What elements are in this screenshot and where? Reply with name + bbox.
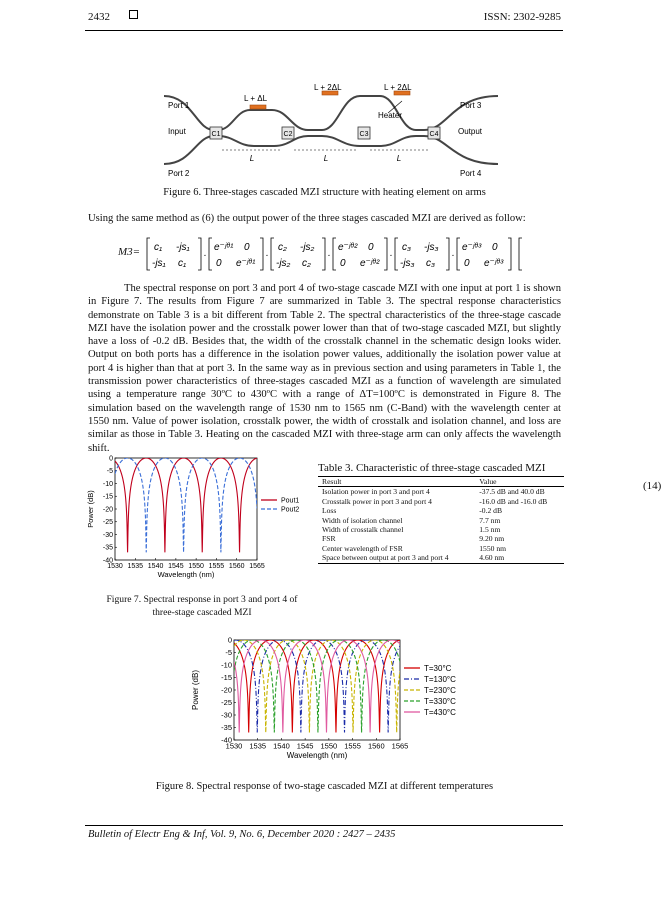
port4-label: Port 4	[460, 169, 482, 178]
svg-text:0: 0	[216, 258, 222, 269]
y-tick-label: -40	[102, 557, 113, 565]
header-rule	[85, 30, 563, 31]
svg-text:.: .	[328, 248, 331, 259]
y-tick-label: -40	[221, 735, 232, 745]
y-tick-label: -35	[102, 544, 113, 552]
span-label-2: L	[323, 154, 329, 163]
label-c4: C4	[429, 131, 439, 138]
x-tick-label: 1535	[249, 741, 267, 751]
svg-text:0: 0	[492, 242, 498, 253]
page-number: 2432	[88, 11, 110, 23]
y-tick-label: -5	[106, 468, 113, 476]
svg-text:-js₁: -js₁	[176, 242, 190, 253]
table-row	[318, 516, 564, 525]
label-c3: C3	[359, 131, 369, 138]
equation-matrices	[146, 236, 526, 272]
y-tick-label: 0	[109, 455, 113, 463]
svg-text:.: .	[390, 248, 393, 259]
legend-label: T=30°C	[424, 663, 452, 673]
legend-label: T=430°C	[424, 707, 456, 717]
table-cell: Width of isolation channel	[322, 515, 403, 525]
svg-text:e⁻ʲᶿ²: e⁻ʲᶿ²	[360, 258, 380, 269]
y-tick-label: -30	[102, 531, 113, 539]
input-label: Input	[168, 127, 186, 136]
svg-text:0: 0	[244, 242, 250, 253]
equation-lhs: M3=	[118, 246, 141, 258]
legend-label: Pout1	[281, 497, 300, 505]
figure7-caption	[86, 593, 318, 619]
table-cell: 1550 nm	[479, 543, 507, 553]
x-tick-label: 1550	[188, 563, 204, 570]
table-cell: FSR	[322, 534, 336, 544]
heater-block-1	[250, 105, 266, 109]
table-cell: 7.7 nm	[479, 515, 501, 525]
x-tick-label: 1555	[344, 741, 361, 751]
svg-text:c₁: c₁	[154, 242, 163, 253]
svg-text:e⁻ʲᶿ¹: e⁻ʲᶿ¹	[236, 258, 256, 269]
svg-text:e⁻ʲᶿ²: e⁻ʲᶿ²	[338, 242, 358, 253]
table3	[318, 476, 564, 564]
table3-header-value: Value	[475, 477, 564, 487]
port3-label: Port 3	[460, 101, 482, 110]
table-cell: Crosstalk power in port 3 and port 4	[322, 496, 432, 506]
x-axis-label: Wavelength (nm)	[157, 570, 215, 579]
footer-rule	[85, 825, 563, 826]
x-tick-label: 1530	[107, 563, 123, 570]
footer-citation: Bulletin of Electr Eng & Inf, Vol. 9, No. 6, December 2020 : 2427 – 2435	[88, 829, 396, 840]
x-tick-label: 1545	[168, 563, 184, 570]
y-axis-label: Power (dB)	[86, 490, 95, 528]
figure7-caption-line1: Figure 7. Spectral response in port 3 and port 4 of	[106, 594, 298, 605]
table-cell: Isolation power in port 3 and port 4	[322, 487, 430, 497]
svg-text:.: .	[204, 248, 207, 259]
intro-paragraph: Using the same method as (6) the output power of the three stages cascaded MZI are derived as follow:	[88, 213, 526, 224]
arm3-label: L + 2ΔL	[384, 83, 412, 92]
svg-text:.: .	[266, 248, 269, 259]
series-line	[115, 458, 257, 552]
svg-text:-js₂: -js₂	[276, 258, 291, 269]
y-tick-label: -15	[102, 493, 113, 501]
x-axis-label: Wavelength (nm)	[286, 751, 348, 760]
svg-text:c₂: c₂	[278, 242, 287, 253]
x-tick-label: 1535	[127, 563, 144, 570]
equation-number: (14)	[643, 480, 661, 492]
issn: ISSN: 2302-9285	[483, 11, 561, 23]
table-cell: 9.20 nm	[479, 534, 505, 544]
y-axis-label: Power (dB)	[191, 669, 200, 711]
figure8-chart	[190, 636, 480, 772]
svg-text:c₃: c₃	[402, 242, 411, 253]
x-tick-label: 1565	[249, 563, 265, 570]
svg-text:-js₃: -js₃	[424, 242, 439, 253]
figure6-mzi-diagram	[162, 83, 502, 181]
y-tick-label: -15	[221, 673, 232, 683]
legend-label: T=130°C	[424, 674, 456, 684]
series-line	[115, 458, 257, 552]
y-tick-label: -20	[221, 685, 232, 695]
legend-label: Pout2	[281, 506, 300, 514]
table-row	[318, 544, 564, 553]
x-tick-label: 1555	[208, 563, 225, 570]
table-row	[318, 487, 564, 497]
y-tick-label: -5	[225, 648, 232, 658]
y-tick-label: 0	[227, 635, 232, 645]
svg-text:c₂: c₂	[302, 258, 311, 269]
x-tick-label: 1540	[147, 563, 164, 570]
x-tick-label: 1530	[225, 741, 243, 751]
body-paragraph: The spectral response on port 3 and port 4 of two-stage cascade MZI with one input at port 1 is shown in Figure 7. The results from Figure 7 are summarized in Table 3. The spectral response characteristics demonstrate on Table 3 is a bit different from Table 2. The spectral characteristics of the three-stage cascade MZI have the isolation power and the crosstalk power lower than that of two-stage cascaded MZI, but slightly have a loss of -0.2 dB. Besides that, the width of the crosstalk channel in the schematic design looks wider. Output on both ports has a difference in the isolation power values, additionally the isolation power value at port 4 is higher than that at port 3. In the same way as in previous section and using parameters in Table 1, the transmission power characteristics of three-stages cascaded MZI as a function of wavelength are simulated using a temperature range 30ºC to 430ºC with a range of ΔT=100ºC is demonstrated in Figure 8. The simulation based on the wavelength range of 1530 nm to 1565 nm (C-Band) with the wavelength center at 1550 nm. Value of power isolation, crosstalk power, the width of crosstalk and isolation channel, and loss are similar as those in Table 3. Heating on the cascaded MZI with three-stage arm can only affects the wavelength shift.	[88, 283, 561, 454]
span-label-1: L	[249, 154, 255, 163]
legend-label: T=330°C	[424, 696, 456, 706]
figure6-caption: Figure 6. Three-stages cascaded MZI structure with heating element on arms	[163, 187, 486, 198]
checkbox-square-icon	[129, 10, 138, 19]
svg-text:e⁻ʲᶿ³: e⁻ʲᶿ³	[462, 242, 482, 253]
y-tick-label: -10	[102, 480, 113, 488]
table-cell: Loss	[322, 506, 337, 516]
table-row	[318, 553, 564, 563]
table3-title: Table 3. Characteristic of three-stage cascaded MZI	[318, 462, 546, 474]
table-row	[318, 497, 564, 506]
svg-text:.: .	[452, 248, 455, 259]
table3-header-result: Result	[318, 477, 475, 487]
svg-text:c₁: c₁	[178, 258, 187, 269]
svg-text:-js₁: -js₁	[152, 258, 166, 269]
x-tick-label: 1540	[273, 741, 290, 751]
svg-text:e⁻ʲᶿ³: e⁻ʲᶿ³	[484, 258, 504, 269]
svg-text:0: 0	[464, 258, 470, 269]
svg-text:0: 0	[368, 242, 374, 253]
svg-text:-js₂: -js₂	[300, 242, 315, 253]
table-cell: 4.60 nm	[475, 553, 564, 563]
arm2-label: L + 2ΔL	[314, 83, 342, 92]
label-c1: C1	[211, 131, 221, 138]
figure7-chart	[85, 452, 313, 584]
y-tick-label: -35	[221, 723, 232, 733]
label-c2: C2	[283, 131, 293, 138]
table-cell: 1.5 nm	[479, 525, 501, 535]
x-tick-label: 1550	[320, 741, 338, 751]
port1-label: Port 1	[168, 101, 190, 110]
figure8-caption: Figure 8. Spectral response of two-stage cascaded MZI at different temperatures	[155, 781, 494, 792]
legend-label: T=230°C	[424, 685, 456, 695]
svg-text:e⁻ʲᶿ¹: e⁻ʲᶿ¹	[214, 242, 234, 253]
table-cell: Width of crosstalk channel	[322, 525, 404, 535]
y-tick-label: -10	[221, 660, 232, 670]
x-tick-label: 1560	[367, 741, 385, 751]
table-cell: -37.5 dB and 40.0 dB	[479, 487, 545, 497]
arm1-label: L + ΔL	[244, 94, 268, 103]
svg-text:0: 0	[340, 258, 346, 269]
plot-frame	[115, 458, 257, 560]
table-cell: -16.0 dB and -16.0 dB	[479, 496, 548, 506]
y-tick-label: -30	[221, 710, 232, 720]
table-row	[318, 506, 564, 515]
figure7-caption-line2: three-stage cascaded MZI	[152, 607, 252, 618]
output-label: Output	[458, 127, 483, 136]
y-tick-label: -20	[102, 506, 113, 514]
x-tick-label: 1545	[296, 741, 314, 751]
table-row	[318, 534, 564, 543]
table-cell: -0.2 dB	[479, 506, 503, 516]
svg-text:-js₃: -js₃	[400, 258, 415, 269]
y-tick-label: -25	[221, 698, 232, 708]
svg-text:c₃: c₃	[426, 258, 435, 269]
x-tick-label: 1560	[228, 563, 245, 570]
table-cell: Center wavelength of FSR	[322, 543, 403, 553]
y-tick-label: -25	[102, 519, 113, 527]
table-row	[318, 525, 564, 534]
port2-label: Port 2	[168, 169, 190, 178]
table-cell: Space between output at port 3 and port 4	[318, 553, 475, 563]
x-tick-label: 1565	[391, 741, 409, 751]
span-label-3: L	[396, 154, 402, 163]
heater-label: Heater	[378, 111, 403, 120]
